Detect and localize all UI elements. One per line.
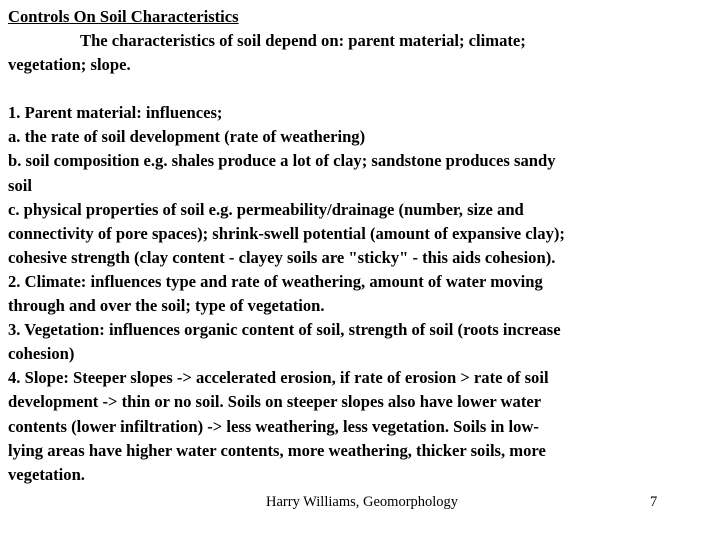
- paragraph-spacer: [8, 77, 712, 101]
- footer-author: Harry Williams, Geomorphology: [266, 494, 459, 510]
- body-line: 4. Slope: Steeper slopes -> accelerated erosion, if rate of erosion > rate of soil: [8, 368, 549, 388]
- body-line: 2. Climate: influences type and rate of weathering, amount of water moving: [8, 271, 543, 291]
- body-line: lying areas have higher water contents, more weathering, thicker soils, more: [8, 440, 546, 460]
- body-line: contents (lower infiltration) -> less weathering, less vegetation. Soils in low-: [8, 416, 539, 436]
- body-line: 3. Vegetation: influences organic content of soil, strength of soil (roots increase: [8, 320, 561, 340]
- body-line: soil: [8, 175, 32, 195]
- body-line: a. the rate of soil development (rate of weathering): [8, 127, 366, 147]
- body-line: 1. Parent material: influences;: [8, 103, 223, 123]
- intro-line-2: vegetation; slope.: [8, 55, 131, 75]
- body-line: c. physical properties of soil e.g. permeability/drainage (number, size and: [8, 199, 524, 219]
- body-line: cohesive strength (clay content - clayey soils are "sticky" - this aids cohesion).: [8, 247, 556, 267]
- body-line: vegetation.: [8, 464, 85, 484]
- intro-line-1: The characteristics of soil depend on: parent material; climate;: [80, 31, 526, 51]
- body-line: b. soil composition e.g. shales produce a lot of clay; sandstone produces sandy: [8, 151, 556, 171]
- body-line: through and over the soil; type of vegetation.: [8, 296, 325, 316]
- body-line: cohesion): [8, 344, 75, 364]
- slide-body: [8, 5, 712, 487]
- body-line: development -> thin or no soil. Soils on steeper slopes also have lower water: [8, 392, 542, 412]
- slide-title: Controls On Soil Characteristics: [8, 7, 239, 26]
- body-line: connectivity of pore spaces); shrink-swell potential (amount of expansive clay);: [8, 223, 565, 243]
- page-number: 7: [650, 494, 658, 510]
